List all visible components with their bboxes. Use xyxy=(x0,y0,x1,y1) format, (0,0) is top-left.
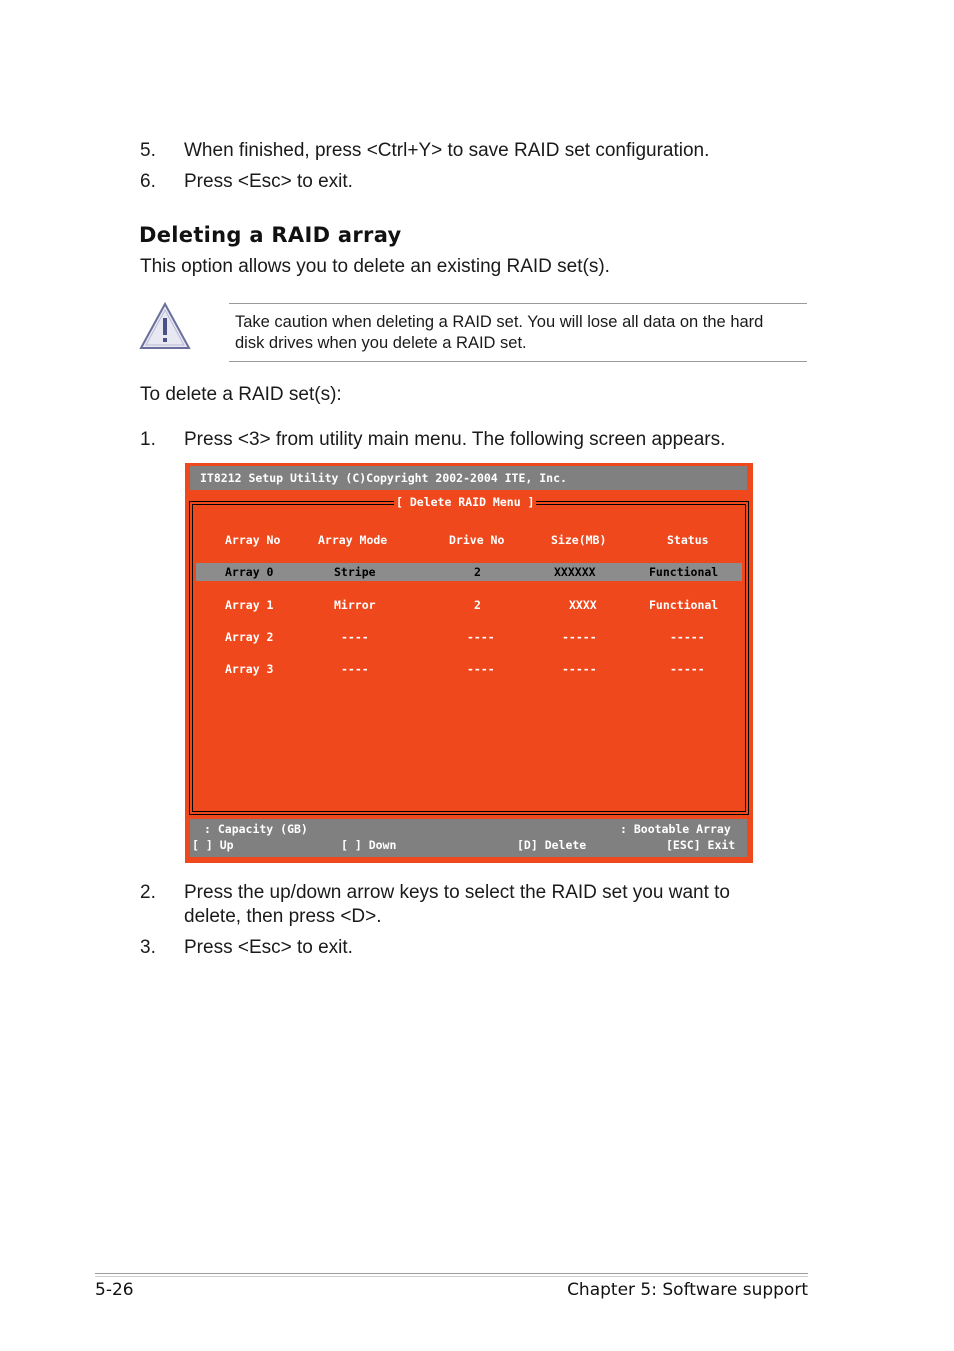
step-3 xyxy=(140,936,840,960)
cell-array-mode: ---- xyxy=(341,662,369,676)
header-status: Status xyxy=(667,533,709,547)
step-text-line-2: delete, then press <D>. xyxy=(184,906,382,927)
cell-status: ----- xyxy=(670,662,705,676)
bootable-hint: : Bootable Array xyxy=(620,822,731,836)
bios-screen xyxy=(185,463,753,863)
down-key-hint[interactable]: [ ] Down xyxy=(341,838,397,852)
cell-array-mode: ---- xyxy=(341,630,369,644)
cell-size: ----- xyxy=(562,662,597,676)
step-1 xyxy=(140,428,840,452)
section-heading: Deleting a RAID array xyxy=(139,223,402,247)
header-array-mode: Array Mode xyxy=(318,533,388,547)
table-row[interactable] xyxy=(196,563,742,581)
step-number: 3. xyxy=(140,937,156,958)
cell-drive-no: ---- xyxy=(467,662,495,676)
warning-triangle-icon xyxy=(138,300,192,352)
caution-line-2: disk drives when you delete a RAID set. xyxy=(235,334,527,352)
table-row[interactable] xyxy=(196,661,742,679)
step-text: Press <Esc> to exit. xyxy=(184,937,353,958)
caution-line-1: Take caution when deleting a RAID set. You will lose all data on the hard xyxy=(235,313,764,331)
exit-key-hint[interactable]: [ESC] Exit xyxy=(666,838,736,852)
cell-size: XXXXXX xyxy=(554,565,596,579)
delete-key-hint[interactable]: [D] Delete xyxy=(517,838,587,852)
cell-drive-no: 2 xyxy=(474,565,481,579)
step-number: 2. xyxy=(140,882,156,903)
footer-rule xyxy=(95,1273,808,1277)
cell-array-mode: Mirror xyxy=(334,598,376,612)
table-row[interactable] xyxy=(196,597,742,615)
cell-array-no: Array 1 xyxy=(225,598,274,612)
menu-title: [ Delete RAID Menu ] xyxy=(396,495,535,509)
capacity-hint: : Capacity (GB) xyxy=(204,822,308,836)
step-6 xyxy=(140,170,840,194)
chapter-title: Chapter 5: Software support xyxy=(567,1280,808,1300)
up-key-hint[interactable]: [ ] Up xyxy=(192,838,234,852)
cell-status: Functional xyxy=(649,598,719,612)
table-row[interactable] xyxy=(196,629,742,647)
cell-size: ----- xyxy=(562,630,597,644)
cell-array-mode: Stripe xyxy=(334,565,376,579)
step-5 xyxy=(140,139,840,163)
caution-note xyxy=(229,303,807,362)
bios-footer-bar xyxy=(190,819,747,857)
intro-text: This option allows you to delete an existing RAID set(s). xyxy=(140,256,610,277)
header-array-no: Array No xyxy=(225,533,281,547)
step-text: Press <3> from utility main menu. The following screen appears. xyxy=(184,429,726,450)
step-text-line-1: Press the up/down arrow keys to select the RAID set you want to xyxy=(184,882,730,903)
cell-status: Functional xyxy=(649,565,719,579)
header-size: Size(MB) xyxy=(551,533,607,547)
step-number: 1. xyxy=(140,429,156,450)
header-drive-no: Drive No xyxy=(449,533,505,547)
step-2 xyxy=(140,881,840,931)
cell-drive-no: ---- xyxy=(467,630,495,644)
cell-drive-no: 2 xyxy=(474,598,481,612)
page-number: 5-26 xyxy=(95,1280,134,1300)
bios-title: IT8212 Setup Utility (C)Copyright 2002-2004 ITE, Inc. xyxy=(200,471,567,485)
step-text: When finished, press <Ctrl+Y> to save RAID set configuration. xyxy=(184,140,710,161)
step-text: Press <Esc> to exit. xyxy=(184,171,353,192)
cell-array-no: Array 2 xyxy=(225,630,274,644)
cell-array-no: Array 0 xyxy=(225,565,274,579)
cell-size: XXXX xyxy=(569,598,597,612)
step-number: 6. xyxy=(140,171,156,192)
table-header xyxy=(185,533,753,549)
step-number: 5. xyxy=(140,140,156,161)
cell-status: ----- xyxy=(670,630,705,644)
to-delete-text: To delete a RAID set(s): xyxy=(140,384,342,405)
bios-title-bar xyxy=(190,466,747,490)
cell-array-no: Array 3 xyxy=(225,662,274,676)
